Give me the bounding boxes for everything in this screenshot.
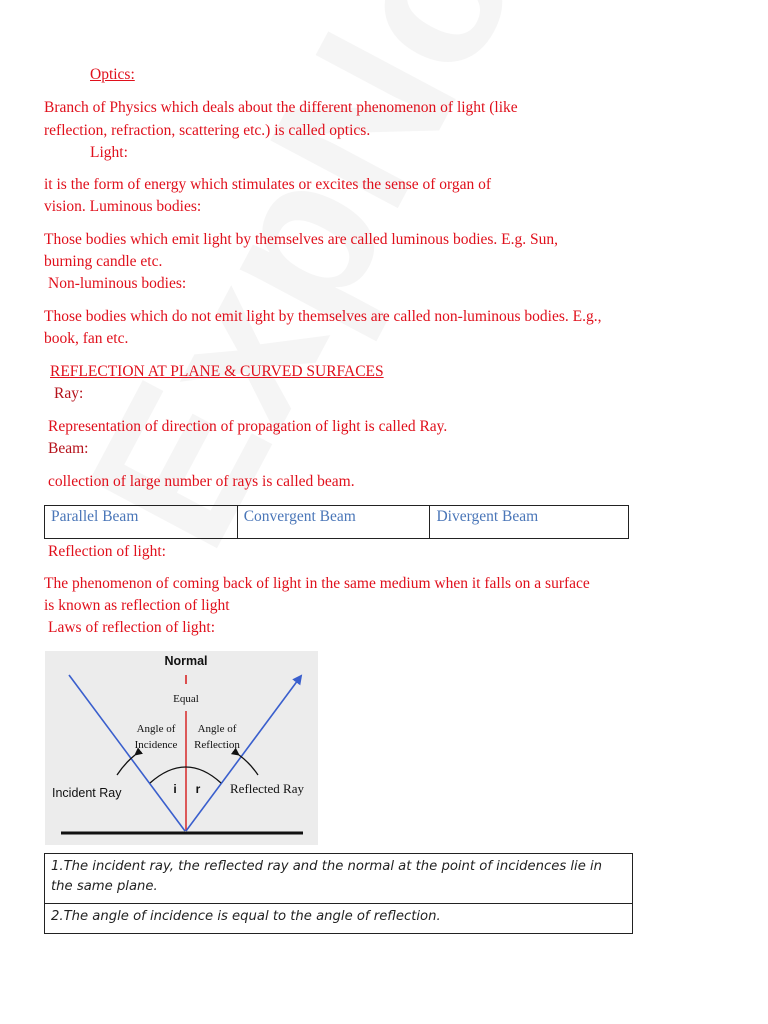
heading-beam: Beam: <box>48 440 89 457</box>
luminous-definition-line2: burning candle etc. <box>44 253 163 270</box>
beam-type-divergent: Divergent Beam <box>430 506 629 539</box>
label-equal: Equal <box>173 693 199 705</box>
beam-type-parallel: Parallel Beam <box>45 506 238 539</box>
heading-laws-of-reflection: Laws of reflection of light: <box>48 619 216 636</box>
heading-reflection-of-light: Reflection of light: <box>48 543 166 560</box>
reflection-diagram-svg <box>45 651 318 845</box>
label-angle-i: i <box>173 782 177 796</box>
label-angle-of-reflection-2: Reflection <box>194 739 240 751</box>
beam-definition: collection of large number of rays is called beam. <box>48 473 355 490</box>
light-definition-line2: vision. Luminous bodies: <box>44 198 202 215</box>
reflection-diagram <box>45 651 318 845</box>
law-2: 2.The angle of incidence is equal to the angle of reflection. <box>45 904 633 934</box>
heading-ray: Ray: <box>54 385 84 402</box>
ray-definition: Representation of direction of propagation of light is called Ray. <box>48 418 448 435</box>
label-normal: Normal <box>164 654 208 668</box>
heading-non-luminous: Non-luminous bodies: <box>48 275 187 292</box>
label-angle-of-reflection-1: Angle of <box>197 723 237 735</box>
reflection-definition-line2: is known as reflection of light <box>44 597 230 614</box>
beam-type-convergent: Convergent Beam <box>237 506 430 539</box>
non-luminous-definition-line2: book, fan etc. <box>44 330 129 347</box>
label-incident-ray: Incident Ray <box>52 786 122 800</box>
optics-definition-line1: Branch of Physics which deals about the different phenomenon of light (like <box>44 99 518 116</box>
incident-ray-line <box>69 675 185 831</box>
label-angle-of-incidence-1: Angle of <box>136 723 176 735</box>
non-luminous-definition-line1: Those bodies which do not emit light by themselves are called non-luminous bodies. E.g., <box>44 308 602 325</box>
light-definition-line1: it is the form of energy which stimulates or excites the sense of organ of <box>44 176 492 193</box>
heading-reflection-surfaces: REFLECTION AT PLANE & CURVED SURFACES <box>50 363 384 380</box>
label-angle-of-incidence-2: Incidence <box>134 739 178 751</box>
law-1: 1.The incident ray, the reflected ray and the normal at the point of incidences lie in the same plane. <box>45 854 633 904</box>
label-angle-r: r <box>195 782 201 796</box>
heading-optics: Optics: <box>90 66 135 83</box>
heading-light: Light: <box>90 144 128 161</box>
label-reflected-ray: Reflected Ray <box>230 781 304 796</box>
optics-definition-line2: reflection, refraction, scattering etc.) is called optics. <box>44 122 371 139</box>
beam-types-table <box>44 505 629 539</box>
laws-of-reflection-table <box>44 853 633 934</box>
luminous-definition-line1: Those bodies which emit light by themselves are called luminous bodies. E.g. Sun, <box>44 231 558 248</box>
reflection-definition-line1: The phenomenon of coming back of light in the same medium when it falls on a surface <box>44 575 590 592</box>
reflection-pointer-arrow <box>239 755 258 775</box>
reflected-ray-line <box>186 676 301 831</box>
incidence-pointer-arrow <box>117 755 135 775</box>
